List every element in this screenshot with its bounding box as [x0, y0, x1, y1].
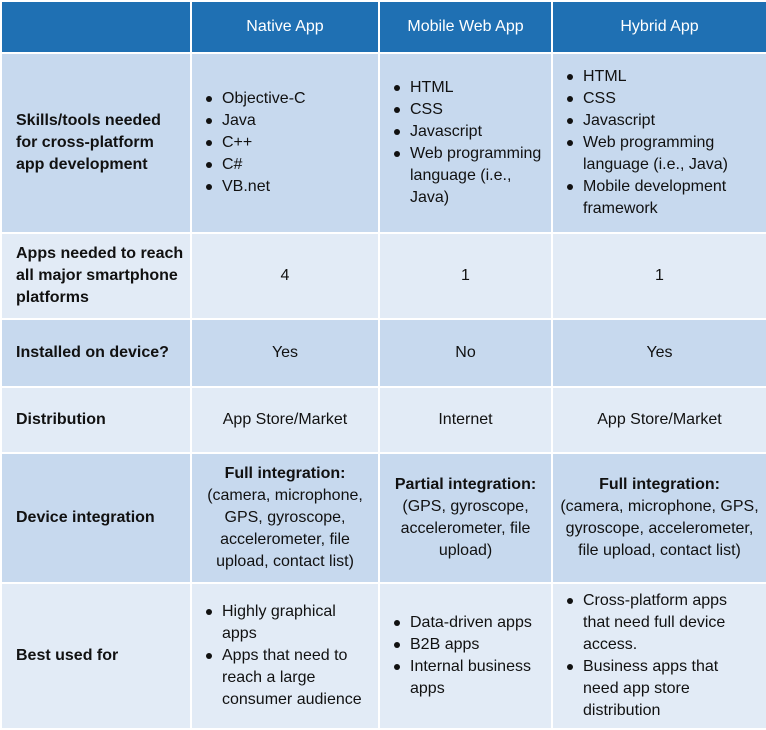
row-label-installed: Installed on device? [1, 319, 191, 387]
integration-title: Partial integration: [394, 476, 537, 493]
row-integration [1, 453, 766, 583]
cell-best-used-hybrid [552, 583, 766, 729]
row-apps-needed [1, 233, 766, 319]
cell-skills-web [379, 53, 552, 233]
header-native-app: Native App [191, 1, 379, 53]
cell-apps-needed-native: 4 [191, 233, 379, 319]
row-label-integration: Device integration [1, 453, 191, 583]
list-item: HTML [565, 66, 758, 88]
list-item: CSS [565, 88, 758, 110]
list-best-used-web [392, 612, 543, 700]
integration-details: (camera, microphone, GPS, gyroscope, accelerometer, file upload, contact list) [207, 487, 363, 570]
cell-installed-hybrid: Yes [552, 319, 766, 387]
list-item: HTML [392, 77, 543, 99]
cell-installed-native: Yes [191, 319, 379, 387]
row-label-distribution: Distribution [1, 387, 191, 453]
header-corner [1, 1, 191, 53]
list-item: CSS [392, 99, 543, 121]
integration-details: (GPS, gyroscope, accelerometer, file upload) [400, 498, 531, 559]
list-item: Business apps that need app store distribution [565, 656, 758, 722]
row-installed [1, 319, 766, 387]
list-item: Web programming language (i.e., Java) [392, 143, 543, 209]
list-item: Web programming language (i.e., Java) [565, 132, 758, 176]
list-best-used-hybrid [565, 590, 758, 722]
header-row [1, 1, 766, 53]
header-hybrid-app: Hybrid App [552, 1, 766, 53]
cell-distribution-native: App Store/Market [191, 387, 379, 453]
list-item: Apps that need to reach a large consumer audience [204, 645, 370, 711]
cell-distribution-hybrid: App Store/Market [552, 387, 766, 453]
cell-installed-web: No [379, 319, 552, 387]
list-best-used-native [204, 601, 370, 711]
cell-apps-needed-web: 1 [379, 233, 552, 319]
list-item: C++ [204, 132, 370, 154]
list-item: VB.net [204, 176, 370, 198]
list-item: Cross-platform apps that need full device access. [565, 590, 758, 656]
list-item: Objective-C [204, 88, 370, 110]
cell-integration-native [191, 453, 379, 583]
list-item: Internal business apps [392, 656, 543, 700]
list-item: B2B apps [392, 634, 543, 656]
list-item: Javascript [565, 110, 758, 132]
list-item: Highly graphical apps [204, 601, 370, 645]
list-item: Java [204, 110, 370, 132]
cell-best-used-native [191, 583, 379, 729]
cell-integration-hybrid [552, 453, 766, 583]
list-skills-web [392, 77, 543, 209]
integration-details: (camera, microphone, GPS, gyroscope, accelerometer, file upload, contact list) [560, 498, 759, 559]
row-distribution [1, 387, 766, 453]
integration-title: Full integration: [599, 476, 720, 493]
list-skills-hybrid [565, 66, 758, 220]
row-label-apps-needed: Apps needed to reach all major smartphone platforms [1, 233, 191, 319]
row-label-skills: Skills/tools needed for cross-platform app development [1, 53, 191, 233]
cell-distribution-web: Internet [379, 387, 552, 453]
cell-apps-needed-hybrid: 1 [552, 233, 766, 319]
list-item: Mobile development framework [565, 176, 758, 220]
list-item: C# [204, 154, 370, 176]
cell-best-used-web [379, 583, 552, 729]
list-item: Data-driven apps [392, 612, 543, 634]
list-skills-native [204, 88, 370, 198]
cell-skills-native [191, 53, 379, 233]
row-label-best-used: Best used for [1, 583, 191, 729]
list-item: Javascript [392, 121, 543, 143]
cell-integration-web [379, 453, 552, 583]
cell-skills-hybrid [552, 53, 766, 233]
row-best-used [1, 583, 766, 729]
integration-title: Full integration: [224, 465, 346, 482]
header-mobile-web-app: Mobile Web App [379, 1, 552, 53]
row-skills [1, 53, 766, 233]
